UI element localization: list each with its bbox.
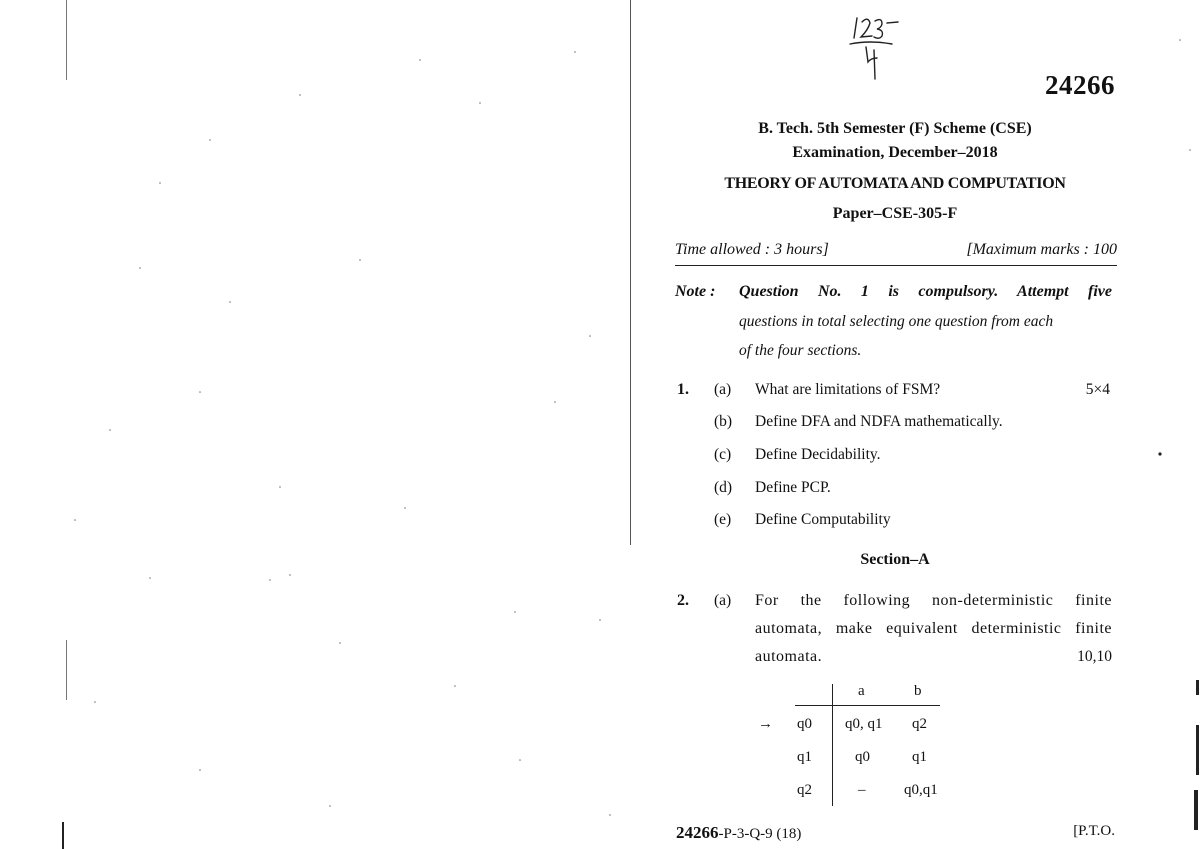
- table-cell: q0,q1: [904, 782, 938, 798]
- column-header: b: [914, 683, 922, 699]
- subpart-label: (a): [714, 381, 732, 398]
- subpart-label: (a): [714, 592, 732, 609]
- table-cell: q0, q1: [845, 716, 883, 732]
- note-line: questions in total selecting one question from each: [739, 313, 1054, 330]
- subpart-text: Define PCP.: [755, 479, 831, 496]
- table-cell: q0: [855, 749, 870, 765]
- column-header: a: [858, 683, 865, 699]
- question-text: For the following non-deterministic finite: [755, 592, 1112, 609]
- exam-program: B. Tech. 5th Semester (F) Scheme (CSE): [758, 120, 1032, 137]
- table-cell: q1: [912, 749, 927, 765]
- time-allowed: Time allowed : 3 hours]: [675, 241, 829, 258]
- note-line: Question No. 1 is compulsory. Attempt five: [739, 283, 1112, 300]
- note-line: of the four sections.: [739, 342, 862, 359]
- question-marks: 10,10: [1077, 648, 1112, 665]
- section-heading: Section–A: [860, 551, 930, 568]
- subpart-text: What are limitations of FSM?: [755, 381, 941, 398]
- question-marks: 5×4: [1085, 381, 1110, 398]
- scan-edge-mark: [1196, 725, 1199, 775]
- start-state-arrow: →: [758, 716, 773, 732]
- paper-code: 24266: [1045, 70, 1115, 100]
- table-cell: q0: [797, 716, 812, 732]
- table-divider: [832, 684, 833, 806]
- header-rule: [675, 265, 1117, 266]
- footer-code-rest: -P-3-Q-9 (18): [718, 826, 802, 842]
- please-turn-over: [P.T.O.: [1073, 823, 1115, 839]
- question-text: automata, make equivalent deterministic finite: [755, 620, 1112, 637]
- handwritten-note: [840, 14, 920, 94]
- footer-paper-code: [676, 823, 801, 843]
- footer-code-bold: 24266: [676, 823, 719, 842]
- exam-session: Examination, December–2018: [792, 144, 998, 161]
- subpart-label: (b): [714, 413, 733, 430]
- page-fold-line: [630, 0, 631, 545]
- maximum-marks: [Maximum marks : 100: [966, 241, 1117, 258]
- scan-edge-mark: [1196, 680, 1199, 695]
- scan-edge-mark: [1194, 790, 1198, 830]
- note-label: Note :: [675, 283, 716, 300]
- question-text: automata.: [755, 648, 823, 665]
- table-cell: q2: [797, 782, 812, 798]
- table-cell: q1: [797, 749, 812, 765]
- subpart-text: Define Computability: [755, 511, 891, 528]
- subpart-label: (d): [714, 479, 733, 496]
- subpart-label: (e): [714, 511, 732, 528]
- subject-title: THEORY OF AUTOMATA AND COMPUTATION: [724, 175, 1066, 192]
- table-cell: –: [858, 782, 866, 798]
- subpart-text: Define DFA and NDFA mathematically.: [755, 413, 1003, 430]
- question-number: 1.: [677, 381, 689, 398]
- subpart-label: (c): [714, 446, 732, 463]
- question-number: 2.: [677, 592, 689, 609]
- table-divider: [795, 705, 940, 706]
- paper-number: Paper–CSE-305-F: [832, 205, 958, 222]
- table-cell: q2: [912, 716, 927, 732]
- subpart-text: Define Decidability.: [755, 446, 881, 463]
